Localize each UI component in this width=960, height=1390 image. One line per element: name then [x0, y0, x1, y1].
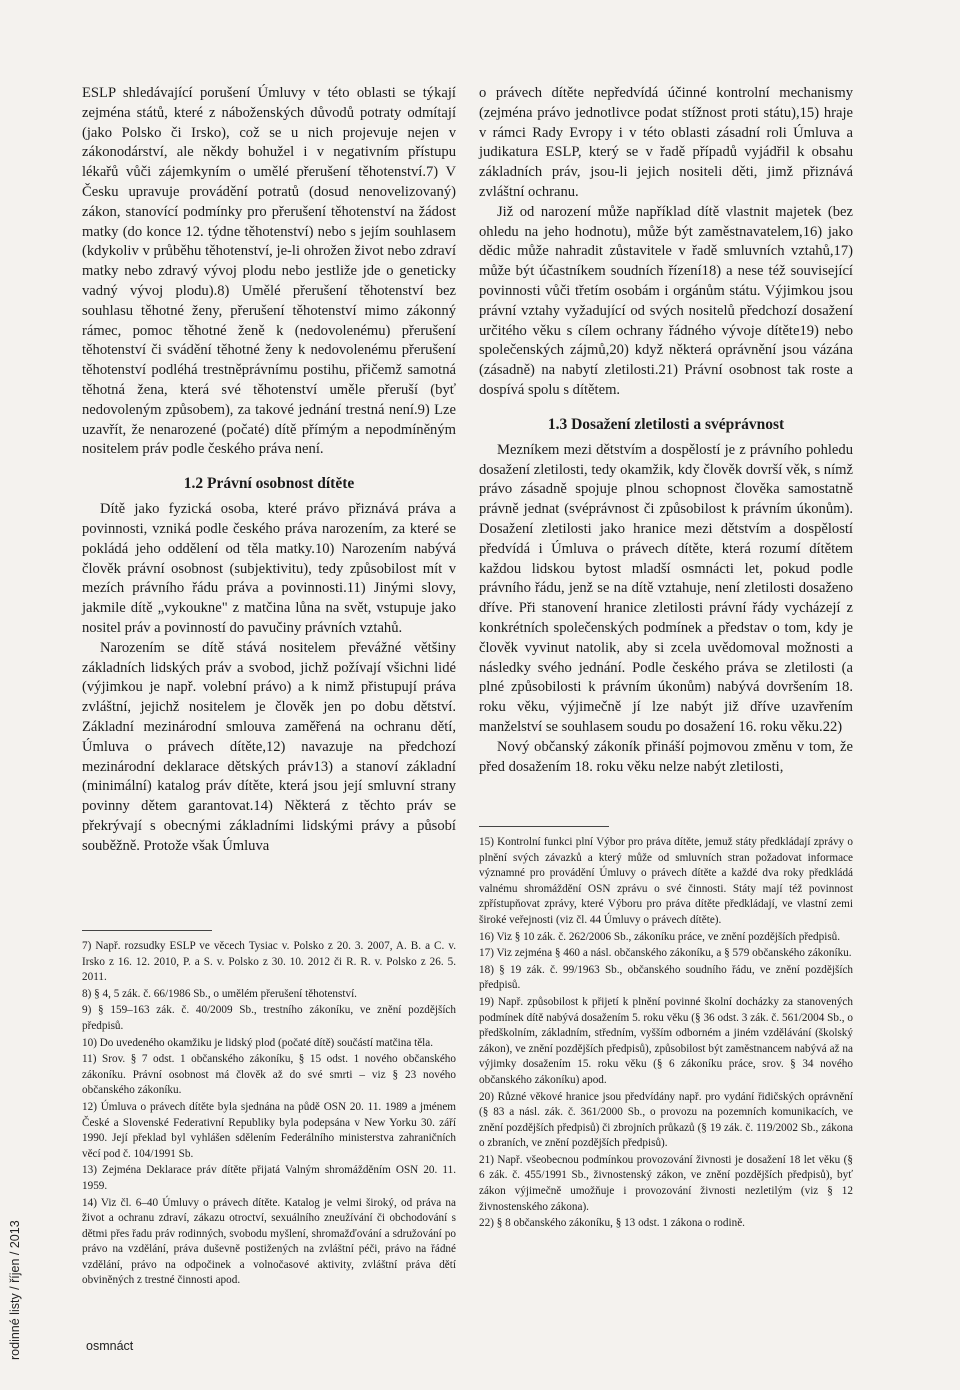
side-label-text: rodinné listy / říjen / 2013	[8, 1220, 22, 1360]
page-number: osmnáct	[86, 1339, 134, 1353]
paragraph: Dítě jako fyzická osoba, které právo přiznává práva a povinnosti, vzniká podle českého práva narozením, za které se pokládá jeho oddělení od těla matky.10) Narozením nabývá člověk právní osobnost (subjektivitu), tedy způsobilost mít v mezích právního řádu práva a povinnosti.11) Jinými slovy, jakmile dítě „vykoukne" z matčina lůna na svět, vstupuje jako nositel práv a povinností do pavučiny právních vztahů.	[82, 501, 456, 636]
footnote: 22) § 8 občanského zákoníku, § 13 odst. 1 zákona o rodině.	[479, 1217, 745, 1230]
footnote: 19) Např. způsobilost k přijetí k plnění povinné školní docházky za stanovených podmínek dítě nabývá dosažením 5. roku věku (§ 36 odst. 3 zák. č. 561/2004 Sb., o předškolním, základním, středním, vyšším odborném a jiném vzdělávání (školský zákon), ve znění pozdějších předpisů), způsobilost být zaměstnancem nabývá až na výjimky dosažením 15. roku věku (§ 6 zákoníku práce, srov. § 34 nového občanského zákoníku) apod.	[479, 995, 853, 1086]
footnote: 14) Viz čl. 6–40 Úmluvy o právech dítěte. Katalog je velmi široký, od práva na život a ochranu zdraví, zákazu otroctví, sexuálního zneužívání či obchodování s dětmi přes řadu práv rodinných, svobodu myšlení, shromažďování a sdružování po právo na vzdělání, práva duševně postižených na zvláštní péči, právo na řádné vzdělání, právo na odpočinek a volnočasové aktivity, zvláštní práva dětí obviněných z trestné činnosti apod.	[82, 1196, 456, 1287]
footnote: 21) Např. všeobecnou podmínkou provozování živnosti je dosažení 18 let věku (§ 6 zák. č. 455/1991 Sb., živnostenský zákon, ve znění pozdějších předpisů), byť zákon výjimečně umožňuje i provozování živnosti nezletilým (viz § 12 živnostenského zákona).	[479, 1153, 853, 1213]
paragraph: Nový občanský zákoník přináší pojmovou změnu v tom, že před dosažením 18. roku věku nelze nabýt zletilosti,	[479, 738, 853, 775]
footnote: 12) Úmluva o právech dítěte byla sjednána na půdě OSN 20. 11. 1989 a jménem České a Slovenské Federativní Republiky byla podepsána v New Yorku 30. září 1990. Její překlad byl vyhlášen sdělením Federálního ministerstva zahraničních věcí pod č. 104/1991 Sb.	[82, 1100, 456, 1160]
footnote-divider	[82, 930, 212, 931]
footnote: 13) Zejména Deklarace práv dítěte přijatá Valným shromážděním OSN 20. 11. 1959.	[82, 1164, 456, 1192]
paragraph: Narozením se dítě stává nositelem převážné většiny základních lidských práv a svobod, jichž požívají všichni lidé (výjimkou je např. volební právo) a k nimž přistupují práva zvláštní, jejichž nositelem je člověk jen po dobu dětství. Základní mezinárodní smlouva zaměřená na ochranu dětí, Úmluva o právech dítěte,12) navazuje na předchozí mezinárodní deklarace dětských práv13) a stanoví základní (minimální) katalog práv dítěte, která jsou její smluvní strany povinny dětem garantovat.14) Některá z těchto práv se překrývají s obecnými základními lidskými právy a působí souběžně. Protože však Úmluva	[82, 639, 456, 854]
footnote: 18) § 19 zák. č. 99/1963 Sb., občanského soudního řádu, ve znění pozdějších předpisů.	[479, 963, 853, 992]
footnote-divider	[479, 826, 609, 827]
paragraph: Mezníkem mezi dětstvím a dospělostí je z právního pohledu dosažení zletilosti, tedy okamžik, kdy člověk dovrší věk, s nímž právo zásadně spojuje plnou schopnost člověka samostatně právně jednat (svéprávnost či způsobilost k právním úkonům). Dosažení zletilosti jako hranice mezi dětstvím a dospělostí předvídá i Úmluva o právech dítěte, která rozumí dítětem každou lidskou bytost mladší osmnácti let, pokud podle právního řádu, jenž se na dítě vztahuje, není zletilosti dosaženo dříve. Při stanovení hranice zletilosti právní řády vycházejí z konkrétních společenských podmínek a představ o tom, kdy je člověk vyvinut natolik, aby si zcela uvědomoval možnosti a následky svého jednání. Podle českého práva se zletilosti (a plné způsobilosti k právním úkonům) nabývá dovršením 18. roku věku, výjimečně jí lze nabýt již dříve uzavřením manželství se souhlasem soudu po dosažení 16. roku věku.22)	[479, 441, 853, 735]
footnote: 7) Např. rozsudky ESLP ve věcech Tysiac v. Polsko z 20. 3. 2007, A. B. a C. v. Irsko z 16. 12. 2010, P. a S. v. Polsko z 30. 10. 2012 či R. R. v. Polsko z 26. 5. 2011.	[82, 940, 456, 984]
section-heading: 1.3 Dosažení zletilosti a svéprávnost	[547, 415, 785, 433]
footnote: 17) Viz zejména § 460 a násl. občanského zákoníku, a § 579 občanského zákoníku.	[479, 947, 852, 960]
magazine-side-label	[4, 1220, 24, 1390]
paragraph: Již od narození může například dítě vlastnit majetek (bez ohledu na jeho hodnotu), může být zaměstnavatelem,16) jako dědic může nahradit zůstavitele v řadě smluvních vztahů,17) může být účastníkem soudních řízení18) a nese též související povinnosti vůči třetím osobám i orgánům státu. Výjimkou jsou právní vztahy vyžadující od svých nositelů předchozí dosažení určitého věku s cílem ochrany řádného vývoje dítěte19) nebo společenských zájmů,20) když některá oprávnění jsou vázána (zásadně) na nabytí zletilosti.21) Právní osobnost tak roste a dospívá spolu s dítětem.	[479, 203, 853, 398]
right-column	[479, 84, 853, 777]
footnotes-left	[82, 930, 456, 1290]
footnote: 15) Kontrolní funkci plní Výbor pro práva dítěte, jemuž státy předkládají zprávy o plnění svých závazků a který může od smluvních stran požadovat informace významné pro provádění Úmluvy o právech dítěte a každé dva roky předkládá valnému shromáždění OSN zprávu o své činnosti. Státy mají též povinnost zpřístupňovat zprávy, které Výboru pro práva dítěte předkládají, ve vlastní zemi široké veřejnosti (viz čl. 44 Úmluvy o právech dítěte).	[479, 836, 853, 926]
footnote: 10) Do uvedeného okamžiku je lidský plod (počaté dítě) součástí matčina těla.	[82, 1036, 434, 1049]
section-heading: 1.2 Právní osobnost dítěte	[183, 475, 355, 493]
left-column	[82, 84, 456, 856]
footnote: 11) Srov. § 7 odst. 1 občanského zákoníku, § 15 odst. 1 nového občanského zákoníku. Právní osobnost má člověk až do své smrti – viz § 23 nového občanského zákoníku.	[82, 1053, 456, 1097]
footnotes-right	[479, 826, 853, 1233]
footnote: 9) § 159–163 zák. č. 40/2009 Sb., trestního zákoníku, ve znění pozdějších předpisů.	[82, 1004, 456, 1032]
paragraph: o právech dítěte nepředvídá účinné kontrolní mechanismy (zejména právo jednotlivce podat stížnost proti státu),15) hraje v rámci Rady Evropy i v této oblasti zásadní roli Úmluva a judikatura ESLP, který se v řadě případů vyjádřil k obsahu základních práv, jsou-li jejich nositeli děti, jimž přiznává zvláštní ochranu.	[479, 85, 853, 200]
footnote: 20) Různé věkové hranice jsou předvídány např. pro vydání řidičských oprávnění (§ 83 a násl. zák. č. 361/2000 Sb., o provozu na pozemních komunikacích, ve znění pozdějších předpisů) či zbrojních průkazů (§ 19 zák. č. 119/2002 Sb., zákona o zbraních, ve znění pozdějších předpisů).	[479, 1090, 853, 1150]
footnote: 16) Viz § 10 zák. č. 262/2006 Sb., zákoníku práce, ve znění pozdějších předpisů.	[479, 930, 841, 943]
paragraph: ESLP shledávající porušení Úmluvy v této oblasti se týkají zejména států, které z náboženských důvodů potraty odmítají (jako Polsko či Irsko), což se u nich projevuje nejen v zákonodárství, ale někdy bohužel i v negativním přístupu lékařů vůči zájemkyním o umělé přerušení těhotenství.7) V Česku upravuje provádění potratů (dosud nenovelizovaný) zákon, stanovící podmínky pro přerušení těhotenství na žádost matky (do konce 12. týdne těhotenství) nebo s jejím souhlasem (kdykoliv v průběhu těhotenství, je-li ohrožen život nebo zdraví matky nebo zdravý vývoj plodu nebo jestliže jde o geneticky vadný vývoj plodu).8) Umělé přerušení těhotenství bez souhlasu těhotné ženy, přerušení těhotenství mimo zákonný rámec, pomoc těhotné ženě k (nedovolenému) přerušení těhotenství či svádění těhotné ženy k nedovolenému přerušení těhotenství podléhá trestněprávnímu postihu, přičemž samotná těhotná žena, která své těhotenství uměle přeruší (byť nedovoleným způsobem), za takové jednání trestná není.9) Lze uzavřít, že nenarozené (počaté) dítě přímým a nepodmíněným nositelem práv podle českého práva není.	[82, 85, 456, 458]
footnote: 8) § 4, 5 zák. č. 66/1986 Sb., o umělém přerušení těhotenství.	[82, 987, 357, 1000]
